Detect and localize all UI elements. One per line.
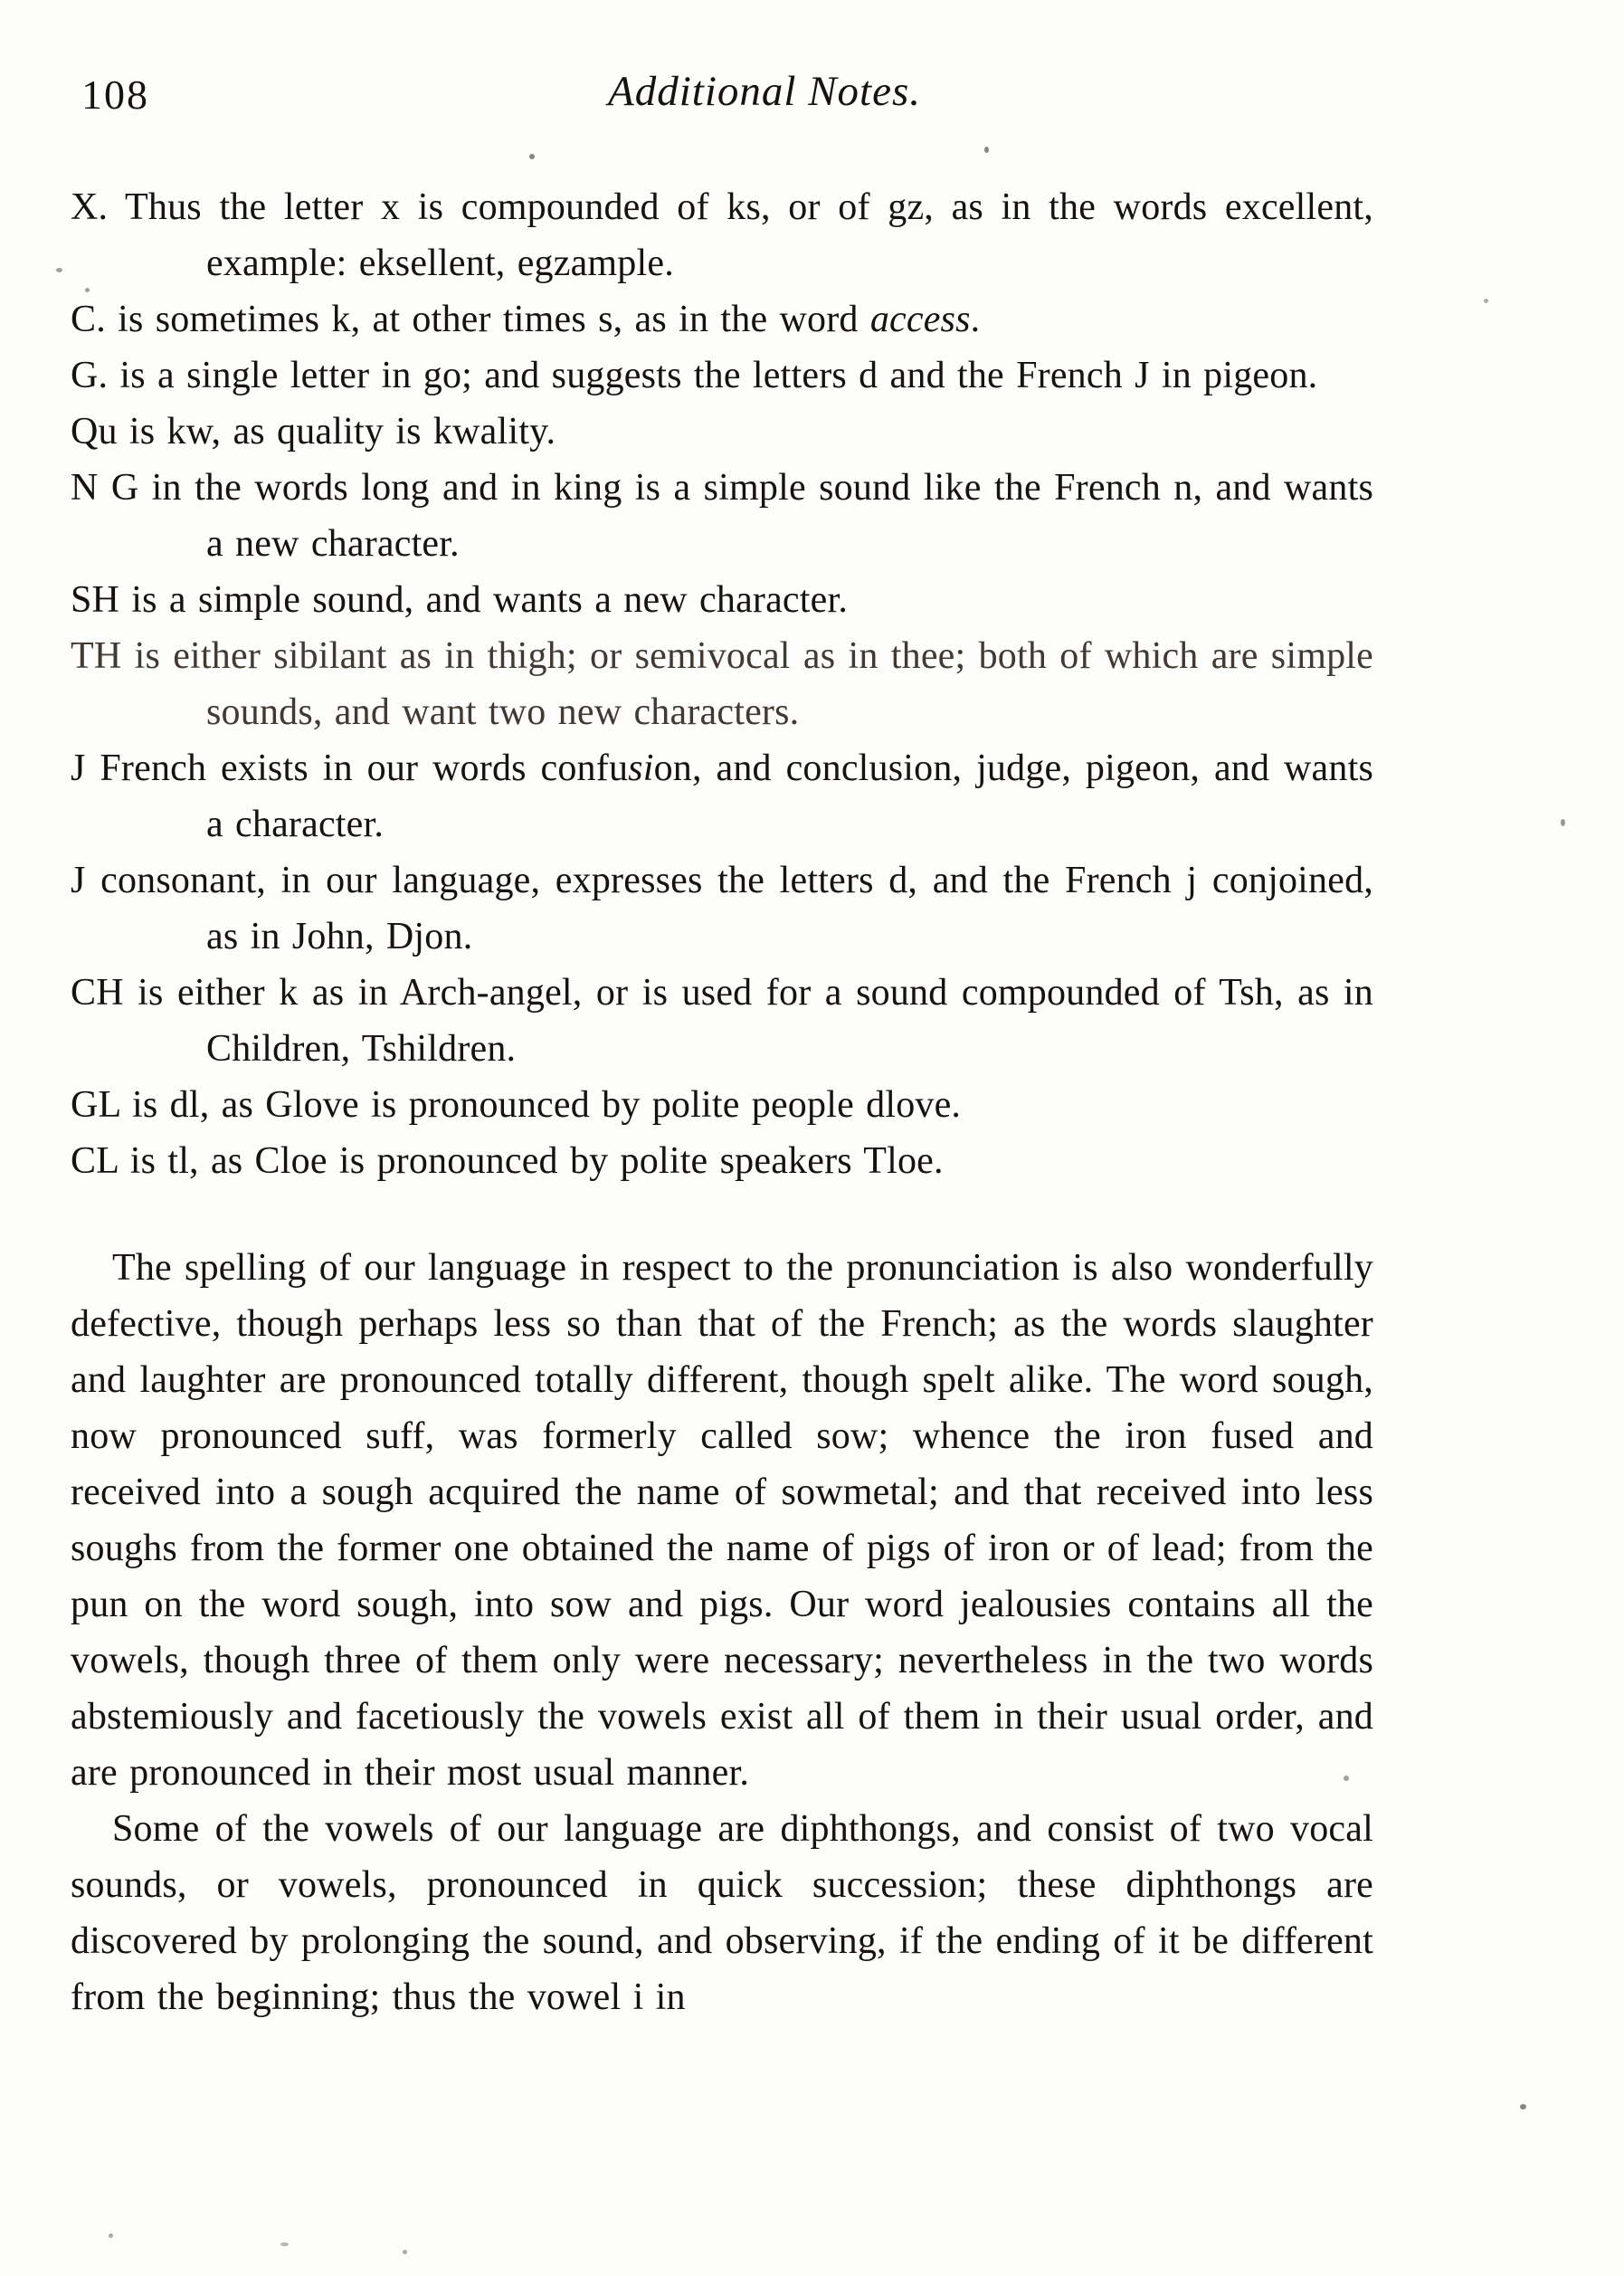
body-paragraphs (71, 1240, 1373, 2025)
scan-speck (1484, 299, 1488, 303)
note-item: J consonant, in our language, expresses the letters d, and the French j conjoined, as in John, Djon. (71, 860, 1373, 957)
note-item: X. Thus the letter x is compounded of ks, or of gz, as in the words excellent, example: eksellent, egzample. (71, 186, 1373, 284)
notes-list (71, 179, 1373, 1189)
scan-speck (403, 2250, 407, 2254)
note-item: Qu is kw, as quality is kwality. (71, 411, 556, 452)
note-item: SH is a simple sound, and wants a new character. (71, 579, 849, 621)
scan-speck (1344, 1776, 1349, 1781)
note-item: CL is tl, as Cloe is pronounced by polite speakers Tloe. (71, 1140, 944, 1182)
running-head-title: Additional Notes. (608, 68, 921, 115)
scan-speck (280, 2243, 289, 2246)
scan-speck (109, 2233, 113, 2238)
note-item: TH is either sibilant as in thigh; or semivocal as in thee; both of which are simple sounds, and want two new characters. (71, 635, 1373, 733)
scan-speck (1520, 2104, 1526, 2109)
note-item: GL is dl, as Glove is pronounced by polite people dlove. (71, 1084, 962, 1126)
paragraph: Some of the vowels of our language are diphthongs, and consist of two vocal sounds, or vowels, pronounced in quick succession; these diphthongs are discovered by prolonging the sound, and observing, if the ending of it be different from the beginning; thus the vowel i in (71, 1808, 1373, 2018)
scan-speck (984, 147, 989, 153)
note-item: C. is sometimes k, at other times s, as in the word access. (71, 299, 981, 340)
note-item: CH is either k as in Arch-angel, or is used for a sound compounded of Tsh, as in Children, Tshildren. (71, 972, 1373, 1070)
scan-speck (529, 154, 535, 159)
note-item: G. is a single letter in go; and suggests the letters d and the French J in pigeon. (71, 355, 1318, 396)
note-item: N G in the words long and in king is a simple sound like the French n, and wants a new character. (71, 467, 1373, 565)
scan-speck (1561, 819, 1565, 826)
paragraph: The spelling of our language in respect to the pronunciation is also wonderfully defective, though perhaps less so than that of the French; as the words slaughter and laughter are pronounced totally different, though spelt alike. The word sough, now pronounced suff, was formerly called sow; whence the iron fused and received into a sough acquired the name of sowmetal; and that received into less soughs from the former one obtained the name of pigs of iron or of lead; from the pun on the word sough, into sow and pigs. Our word jealousies contains all the vowels, though three of them only were necessary; nevertheless in the two words abstemiously and facetiously the vowels exist all of them in their usual order, and are pronounced in their most usual manner. (71, 1247, 1373, 1794)
page-number: 108 (81, 71, 149, 118)
scan-speck (56, 268, 62, 272)
scan-speck (85, 288, 90, 292)
note-item: J French exists in our words confusion, and conclusion, judge, pigeon, and wants a character. (71, 748, 1373, 845)
page-body (71, 179, 1373, 2025)
